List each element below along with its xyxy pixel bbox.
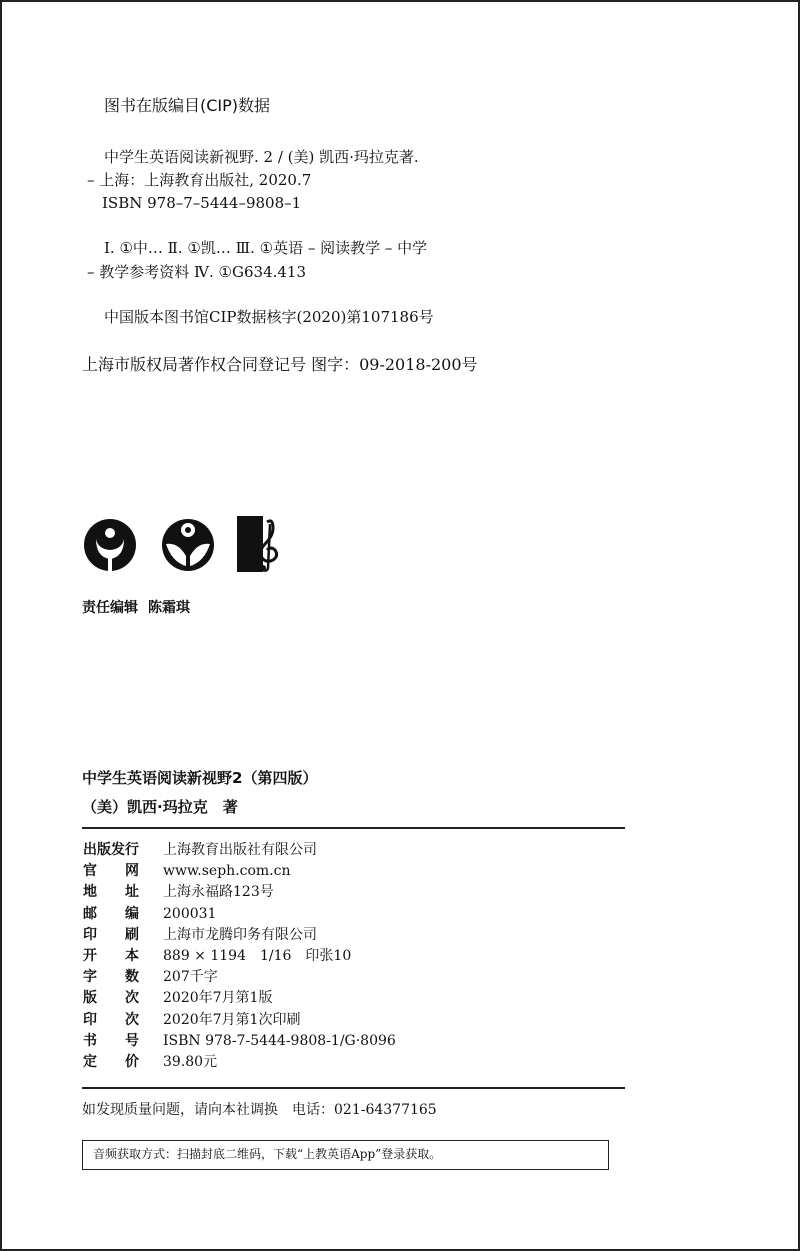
book-author: （美）凯西·玛拉克 著 [82, 798, 238, 816]
detail-value: www.seph.com.cn [163, 863, 291, 880]
detail-value: 上海市龙腾印务有限公司 [163, 926, 317, 943]
detail-label: 官 网 [83, 863, 139, 880]
detail-value: 200031 [163, 905, 217, 922]
audio-notice-box [82, 1140, 609, 1170]
seph-flower-logo-icon [160, 516, 216, 574]
cip-line: ISBN 978–7–5444–9808–1 [102, 194, 302, 212]
cip-line: 上海市版权局著作权合同登记号 图字：09-2018-200号 [82, 355, 478, 374]
divider [82, 827, 625, 829]
detail-label: 出版发行 [83, 842, 139, 858]
audio-note: 音频获取方式：扫描封底二维码，下载“上教英语App”登录获取。 [93, 1147, 442, 1161]
detail-label: 地 址 [83, 884, 139, 901]
detail-label: 印 次 [83, 1011, 139, 1028]
quality-note: 如发现质量问题，请向本社调换 电话：021-64377165 [82, 1102, 437, 1118]
cip-line: Ⅰ. ①中… Ⅱ. ①凯… Ⅲ. ①英语 – 阅读教学 – 中学 [104, 239, 428, 257]
detail-value: 上海永福路123号 [163, 884, 274, 901]
detail-value: 上海教育出版社有限公司 [163, 842, 317, 858]
detail-label: 邮 编 [83, 905, 139, 922]
cip-line: – 教学参考资料 Ⅳ. ①G634.413 [87, 263, 307, 281]
detail-label: 版 次 [83, 990, 139, 1007]
seph-logo-icon [82, 517, 138, 573]
divider [82, 1087, 625, 1089]
detail-value: 207千字 [163, 969, 218, 986]
detail-value: 889 × 1194 1/16 印张10 [163, 948, 352, 964]
cip-heading: 图书在版编目(CIP)数据 [104, 96, 271, 115]
cip-line: – 上海：上海教育出版社, 2020.7 [87, 171, 312, 189]
cip-line: 中学生英语阅读新视野. 2 / (美) 凯西·玛拉克著. [104, 148, 419, 166]
detail-label: 书 号 [83, 1032, 139, 1049]
music-clef-logo-icon [237, 516, 283, 572]
cip-line: 中国版本图书馆CIP数据核字(2020)第107186号 [104, 308, 434, 326]
detail-label: 开 本 [83, 948, 139, 964]
editor-name: 陈霜琪 [148, 600, 190, 616]
detail-value: 2020年7月第1次印刷 [163, 1011, 301, 1028]
editor-label: 责任编辑 [82, 600, 138, 616]
book-title: 中学生英语阅读新视野2（第四版） [82, 769, 318, 787]
detail-value: ISBN 978-7-5444-9808-1/G·8096 [163, 1032, 396, 1049]
detail-value: 39.80元 [163, 1054, 218, 1070]
detail-value: 2020年7月第1版 [163, 990, 273, 1007]
detail-label: 定 价 [83, 1054, 139, 1070]
detail-label: 字 数 [83, 969, 139, 986]
detail-label: 印 刷 [83, 926, 139, 943]
